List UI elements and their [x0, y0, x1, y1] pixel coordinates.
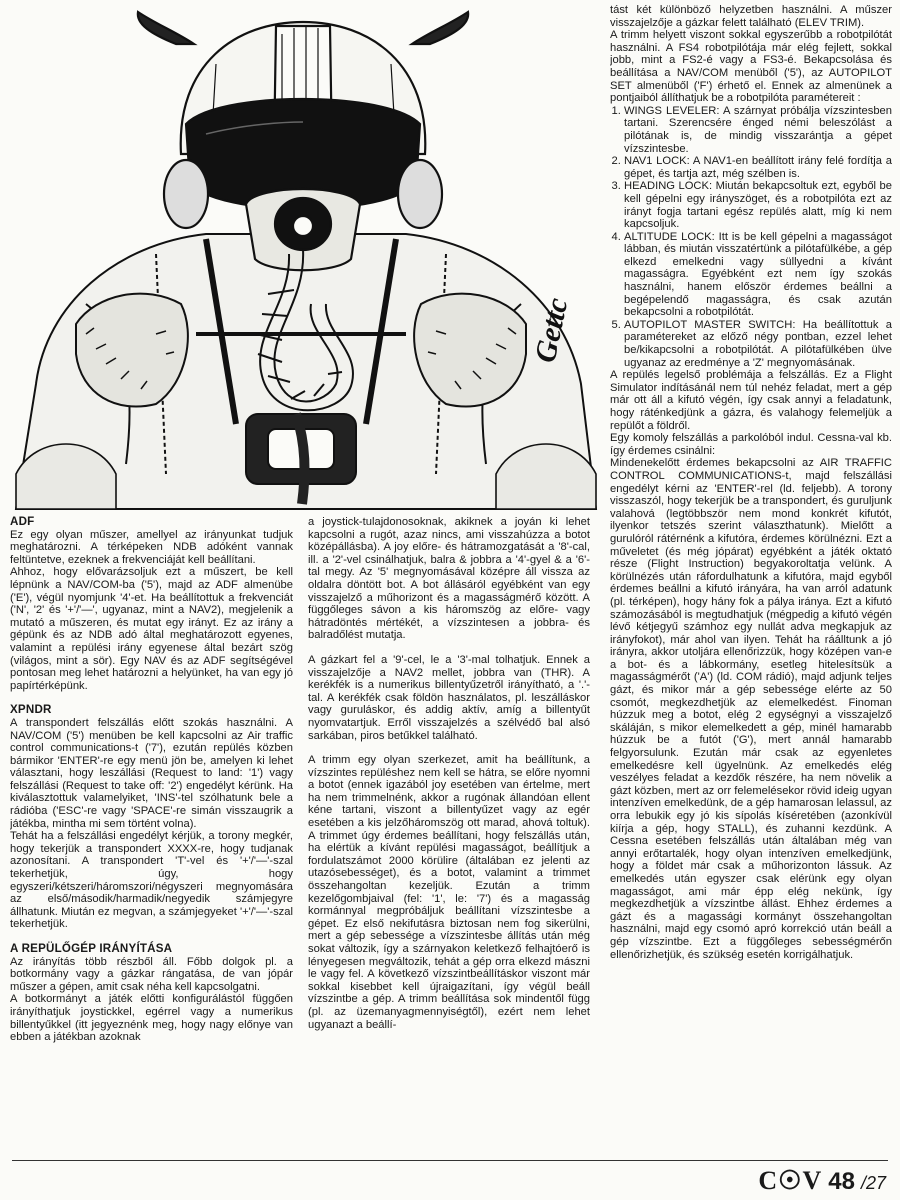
- left-column: [10, 516, 293, 1158]
- page-footer: [758, 1166, 886, 1196]
- control-paragraph-2: A botkormányt a játék előtti konfigurálástól függően irányíthatjuk joystickkel, egérrel vagy a numerikus billentyűkkel (itt jegyeznénk meg, hogy nagy előnye van ebben a játékban azoknak: [10, 993, 293, 1044]
- autopilot-item-nav1-lock: 2. NAV1 LOCK: A NAV1-en beállított irány felé fordítja a gépet, és tartja azt, még szélben is.: [624, 155, 892, 180]
- magazine-logo: C☉V: [758, 1166, 823, 1195]
- control-heading: A REPÜLŐGÉP IRÁNYÍTÁSA: [10, 942, 173, 955]
- xpndr-heading: XPNDR: [10, 703, 52, 717]
- takeoff-cessna-paragraph: Egy komoly felszállás a parkolóból indul. Cessna-val kb. így érdemes csinálni:: [610, 432, 892, 457]
- takeoff-procedure-paragraph: Mindenekelőtt érdemes bekapcsolni az AIR TRAFFIC CONTROL COMMUNICATIONS-t, majd felszállási engedélyt kérni az 'ENTER'-rel (ld. feljebb). A torony visszaszól, hogy tekerjük be a transpondert, és guruljunk valahová (legtöbbször nem mond konkrét kifutót, ilyenkor tetszés szerint választhatunk). Mielőtt a gurulóról rátérnénk a kifutóra, érdemes körülnézni. Ezt a műveletet (és még jópárat) egyébként a játék oktató része (Flight Instruction) begyakoroltatja velünk. A körülnézés után ráfordulhatunk a kifutóra, majd egyből érdemes beállni a kifutó irányára, ha van arról adatunk (pl. térképen), hogy hány fok a pálya iránya. Ezt a kifutó számozásából is megtudhatjuk (mégpedig a kifutó végén lévő kétjegyű számhoz egy nullát adva megkapjuk az irányfokot), már ahol van ilyen. Tehát ha ráálltunk a jó irányra, akkor utoljára ellenőrizzük, hogy középen van-e a bot- és a lábkormány, esetleg hitelesítsük a magasságmérőt ('A') (ld. COM rádió), majd adjunk teljes gázt, és mikor már a gép sebessége elérte az 50 csomót, megkezdhetjük az elemelkedést. Finoman húzzuk meg a botot, elég 2 egységnyi a visszajelző skáláján, s mikor elemelkedett a gép, minél hamarabb húzzuk be a futót ('G'), mert annál hamarabb felgyorsulunk. Ezután már csak az egyenletes emelkedésre kell ügyelnünk. Az emelkedés elég veszélyes feladat a kezdők részére, ha nem növelik a gázt közben, mert az orr felemelésekor rövid ideig ugyan intenzíven emelkedünk, de a gép hamarosan lelassul, az orra lebukik egy jó kis sípolás kíséretében (azonkívül kiírja a gép, hogy STALL), és zuhanni kezdünk. A Cessna esetében felszállás után általában még van annyi erőtartalék, hogy olyan intenzíven emelkedjünk, hogy a földet már csak a műhorizonton lássuk. Az emelkedés után egyszer csak elérünk egy olyan magasságot, ami már épp elég nekünk, így megkezdhetjük a vízszintbe állást. Ehhez érdemes a gázt és a magassági kormányt összehangoltan használni, majd egy csomó apró korrekció után beáll a gép vízszintbe. Ezt a függőleges sebességmérőn ellenőrizhetjük, és szükség esetén korrigálhatjuk.: [610, 457, 892, 961]
- right-column: [610, 4, 892, 1158]
- xpndr-paragraph-1: A transpondert felszállás előtt szokás használni. A NAV/COM ('5') menüben be kell kapcsolni az Air traffic control communications-t ('7'), ezután repülés közben bármikor 'ENTER'-re egy menü jön be, amelyen ki lehet választani, hogy leszállási (Request to land: '1') vagy felszállási (Request to take off: '2') engedélyt kérünk. Ha kiválasztottuk valamelyiket, 'INS'-tel szólhatunk bele a rádióba ('ESC'-re vagy 'SPACE'-re simán visszaugrik a játékba, mintha mi sem történt volna).: [10, 716, 293, 830]
- autopilot-item-master-switch: 5. AUTOPILOT MASTER SWITCH: Ha beállítottuk a paramétereket az előző négy pontban, ezzel lehet be/kikapcsolni a robotpilótát. A pilótafülkében ülve ugyanaz az eredménye a 'Z' megnyomásának.: [624, 319, 892, 369]
- takeoff-intro-paragraph: A repülés legelső problémája a felszállás. Ez a Flight Simulator indításánál nem túl nehéz feladat, mert a gép már ott áll a kifutó végén, így csak annyi a feladatunk, hogy ráténkedjünk a gázra, és valahogy felemeljük a repülőt a földről.: [610, 369, 892, 432]
- trim-continuation-paragraph: tást két különböző helyzetben használni. A műszer visszajelzője a gázkar felett található (ELEV TRIM).: [610, 4, 892, 29]
- control-paragraph-1: Az irányítás több részből áll. Főbb dolgok pl. a botkormány vagy a gázkar rángatása, de van jópár műszer a gépen, amit csak néha kell kapcsolgatni.: [10, 955, 293, 993]
- adf-paragraph-2: Ahhoz, hogy elővarázsoljuk ezt a műszert, be kell lépnünk a NAV/COM-ba ('5'), majd az ADF almenübe ('E'), végül nyomjunk '4'-et. Ha beállítottuk a frekvenciát ('N', '2' és '+'/'—', ugyanaz, mint a NAV2), megjelenik a mutató a műszeren, és mutat egy irányt. Ez az irány a gépünk és az NDB adó által meghatározott egyenes, valamint a repülési irány egyenese által bezárt szög (világos, mint a sör). Egy NAV és az ADF segítségével pontosan meg lehet határozni a helyünket, ha van egy jó papírtérképünk.: [10, 566, 293, 692]
- autopilot-item-heading-lock: 3. HEADING LOCK: Miután bekapcsoltuk ezt, egyből be kell gépelni egy irányszöget, és a robotpilóta ezt az irányt fogja tartani egész repülés alatt, míg ki nem kapcsoljuk.: [624, 180, 892, 230]
- autopilot-paragraph: A trimm helyett viszont sokkal egyszerűbb a robotpilótát használni. A FS4 robotpilótája már elég fejlett, sokkal jobb, mint a FS2-é vagy a FS3-é. Bekapcsolása és beállítása a NAV/COM menüből ('5'), az AUTOPILOT SET almenüből ('F') érhető el. Ennek az almenünek a pontjaiból állíthatjuk be a robotpilóta paramétereit :: [610, 29, 892, 105]
- trim-paragraph: A trimm egy olyan szerkezet, amit ha beállítunk, a vízszintes repüléshez nem kell se hátra, se előre nyomni a botot (ennek igazából joy esetében van értelme, mert ha nem trimmelnénk, akkor a rugónak állandóan ellent kéne tartani, viszont a billentyűzet vagy az egér esetében a kis jelzőháromszög ott marad, ahová toltuk). A trimmet úgy érdemes beállítani, hogy felszállás után, ha elértük a kívánt repülési magasságot, beállítjuk a fordulatszámot 2000 körülire (általában ez jelenti az utazósebességet), és a botot, valamint a trimmet összehangoltan kezeljük. Ezután a trimm kezelőgombjaival (fel: '1', le: '7') és a magasság kormánnyal megpróbáljuk beállítani vízszintesbe a gépet. Ez első nekifutásra biztosan nem fog sikerülni, mert a gép sebessége a vízszintesbe állítás után még sokat változik, így a szárnyakon keletkező felhajtóerő is lényegesen megváltozik, tehát a gép orra elkezd mászni le vagy fel. A következő vízszintbeállításkor viszont már sokkal kisebbet kell újraigazítani, így végül beáll vízszintbe a gép. A trimm beállítása sok mindentől függ (pl. az üzemanyagmennyiségtől), ezért nem lehet ugyanazt a beállí-: [308, 754, 590, 1031]
- autopilot-list: [610, 105, 892, 369]
- issue-number: 48: [828, 1168, 855, 1195]
- adf-paragraph-1: Ez egy olyan műszer, amellyel az irányunkat tudjuk meghatározni. A térképeken NDB adóként vannak feltüntetve, ezeknek a frekvenciáját kell beállítani.: [10, 528, 293, 566]
- illustration-signature: Gettc: [528, 295, 575, 366]
- middle-column: [308, 516, 590, 1158]
- joystick-paragraph: a joystick-tulajdonosoknak, akiknek a joyán ki lehet kapcsolni a rugót, azaz nincs, ami visszahúzza a botot középállásba). A joy előre- és hátramozgatását a '8'-cal, ill. a '2'-vel csinálhatjuk, balra & jobbra a '4'-gyel & a '6'-tal megy. Az '5' megnyomásával középre áll vissza az oldalra döntött bot. A bot állásáról egyébként van egy visszajelző a műhorizont és a magasságmérő között. A függőleges sávon a kis háromszög az előre- vagy hátradöntés mértékét, a vízszintesen a jobbra- és balradőlést mutatja.: [308, 516, 590, 642]
- page-number: /27: [860, 1173, 886, 1193]
- autopilot-item-wings-leveler: 1. WINGS LEVELER: A szárnyat próbálja vízszintesben tartani. Szerencsére énged némi beleszólást a pilótának is, de mindig visszarántja a gépet vízszintesbe.: [624, 105, 892, 155]
- xpndr-paragraph-2: Tehát ha a felszállási engedélyt kérjük, a torony megkér, hogy tekerjük a transpondert XXXX-re, hogy tudjanak azonosítani. A transpondert 'T'-vel és '+'/'—'-szal tekerhetjük, úgy, hogy egyszeri/kétszeri/háromszori/négyszeri megnyomására az első/második/harmadik/negyedik számjegyre állhatunk. Miután ez megvan, a számjegyeket '+'/'—'-szal tekerhetjük.: [10, 830, 293, 931]
- adf-heading: ADF: [10, 516, 35, 528]
- throttle-paragraph: A gázkart fel a '9'-cel, le a '3'-mal tolhatjuk. Ennek a visszajelzője a NAV2 mellet, jobbra van (THR). A kerékfék is a numerikus billentyűzetről irányítható, a '.'-tal. A kerékfék csak földön használatos, pl. leszálláskor vagy guruláskor, és addig aktív, amíg a billentyűt nyomvatartjuk. Erről visszajelzés a szélvédő bal alsó sarkában, piros betűkkel található.: [308, 653, 590, 742]
- pilot-illustration: [6, 4, 600, 516]
- footer-rule: [12, 1160, 888, 1161]
- autopilot-item-altitude-lock: 4. ALTITUDE LOCK: Itt is be kell gépelni a magasságot lábban, és miután visszatértünk a pilótafülkébe, a gép elkezd emelkedni vagy süllyedni a kívánt magasságra. Egyébként ezt nem így szokás használni, hanem először érdemes beállni a begépelendő magasságra, és csak azután bekapcsolni a robotpilótát.: [624, 231, 892, 319]
